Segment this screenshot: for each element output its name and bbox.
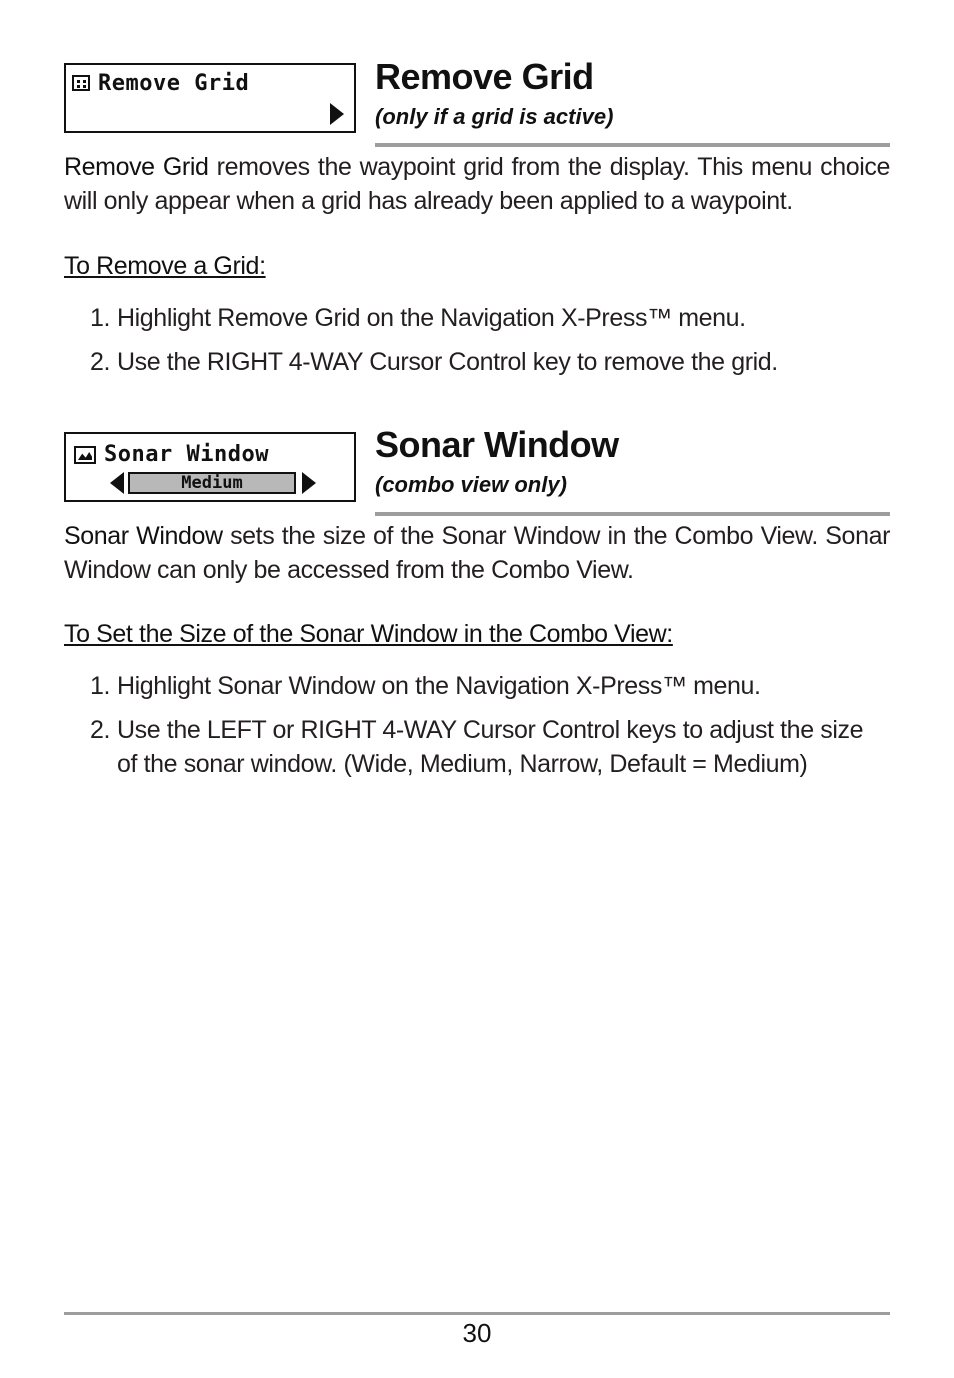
sonar-window-step xyxy=(90,713,890,781)
sonar-window-value[interactable]: Medium xyxy=(128,472,296,494)
step-number: 1. xyxy=(90,304,111,332)
left-arrow-icon[interactable] xyxy=(110,472,124,494)
sonar-window-term: Sonar Window xyxy=(64,522,223,550)
step-number: 2. xyxy=(90,348,111,376)
sonar-view-icon xyxy=(74,446,96,464)
sonar-window-divider xyxy=(375,512,890,516)
remove-grid-description xyxy=(64,150,890,218)
remove-grid-title: Remove Grid xyxy=(375,56,594,97)
footer-divider xyxy=(64,1312,890,1315)
sonar-window-description-text: sets the size of the Sonar Window in the Combo View. Sonar Window can only be accessed from the Combo View. xyxy=(64,522,890,584)
remove-grid-procedure-heading: To Remove a Grid: xyxy=(64,252,266,280)
step-text: Highlight Sonar Window on the Navigation X-Press™ menu. xyxy=(117,672,761,700)
step-text: Use the RIGHT 4-WAY Cursor Control key to remove the grid. xyxy=(117,348,778,376)
grid-icon xyxy=(72,75,90,91)
right-arrow-icon[interactable] xyxy=(302,472,316,494)
remove-grid-term: Remove Grid xyxy=(64,153,209,181)
step-text: Highlight Remove Grid on the Navigation X-Press™ menu. xyxy=(117,304,746,332)
sonar-window-subtitle: (combo view only) xyxy=(375,472,567,497)
remove-grid-description-text: removes the waypoint grid from the display. This menu choice will only appear when a grid has already been applied to a waypoint. xyxy=(64,153,890,215)
sonar-window-menu-label: Sonar Window xyxy=(104,442,269,467)
remove-grid-subtitle: (only if a grid is active) xyxy=(375,104,614,129)
step-number: 1. xyxy=(90,672,111,700)
sonar-window-description xyxy=(64,519,890,587)
step-text: Use the LEFT or RIGHT 4-WAY Cursor Control keys to adjust the size of the sonar window. (Wide, Medium, Narrow, Default = Medium) xyxy=(117,716,864,778)
sonar-window-step xyxy=(90,669,890,703)
sonar-window-menu-item[interactable] xyxy=(64,432,356,502)
right-arrow-icon[interactable] xyxy=(330,103,344,125)
sonar-window-procedure-heading: To Set the Size of the Sonar Window in the Combo View: xyxy=(64,620,673,648)
page-number: 30 xyxy=(462,1318,492,1348)
remove-grid-step xyxy=(90,301,890,335)
remove-grid-menu-label: Remove Grid xyxy=(98,71,250,96)
remove-grid-divider xyxy=(375,143,890,147)
remove-grid-step xyxy=(90,345,890,379)
remove-grid-menu-item[interactable] xyxy=(64,63,356,133)
sonar-window-title: Sonar Window xyxy=(375,424,619,465)
step-number: 2. xyxy=(90,716,111,744)
